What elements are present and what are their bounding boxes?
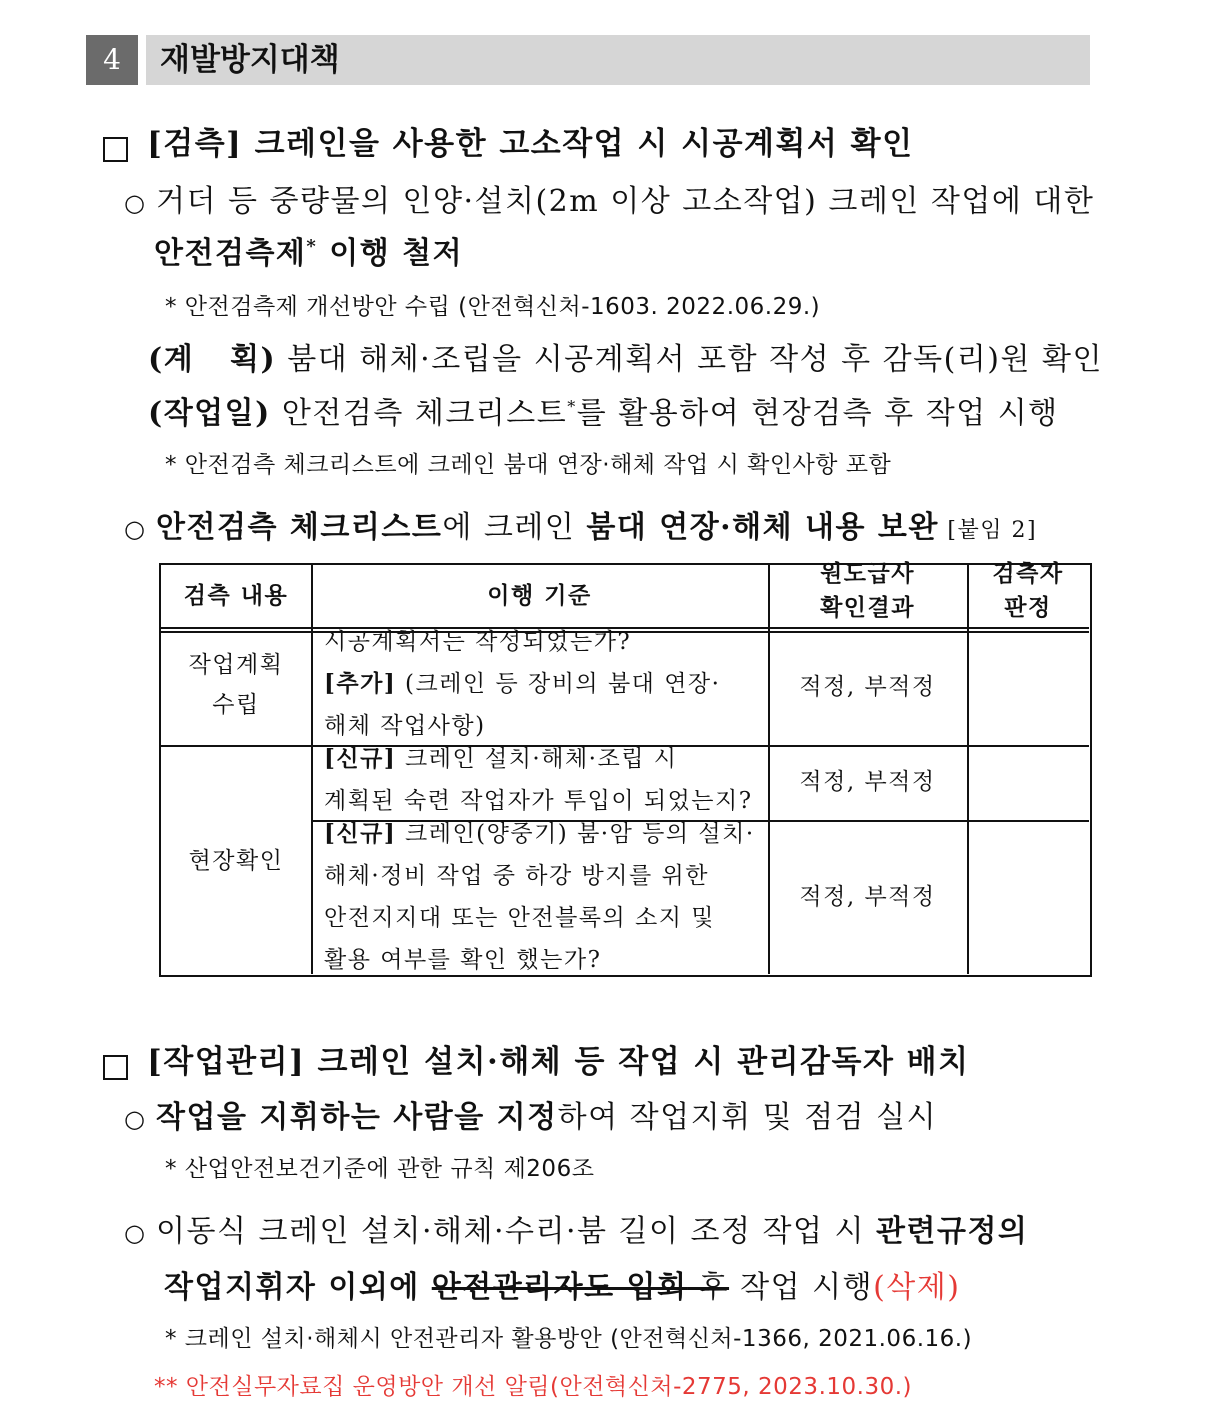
bullet-text: 이행 철저 (317, 236, 464, 271)
section-title: 재발방지대책 (160, 42, 340, 78)
category-line: 수립 (212, 692, 260, 718)
struck-text: 안전관리자도 입회 (431, 1270, 688, 1305)
inspection-table (159, 560, 1092, 977)
header-line: 확인결과 (820, 594, 915, 621)
struck-text: 후 (687, 1270, 730, 1305)
header-line: 검측자 (992, 560, 1064, 587)
work-day-label: (작업일) (148, 396, 271, 431)
criteria-tag: [신규] (324, 745, 397, 772)
table-header-content: 검측 내용 (183, 582, 289, 609)
header-line: 원도급사 (820, 560, 915, 587)
block2-bullet1 (124, 1092, 937, 1136)
deleted-mark: (삭제) (873, 1270, 961, 1305)
block1-bullet2 (124, 502, 1037, 546)
bullet-bold-text: 안전검측제 (154, 236, 307, 271)
bullet-bold-text: 관련규정의 (876, 1214, 1029, 1249)
checkbox-icon (103, 137, 128, 162)
bullet-text: 이동식 크레인 설치·해체·수리·붐 길이 조정 작업 시 (156, 1214, 877, 1249)
block1-note1: * 안전검측제 개선방안 수립 (안전혁신처-1603. 2022.06.29.) (165, 294, 821, 320)
criteria-line: 계획된 숙련 작업자가 투입이 되었는지? (324, 788, 753, 814)
block2-heading (103, 1036, 970, 1081)
work-day-line (148, 388, 1059, 432)
table-header-criteria: 이행 기준 (487, 582, 592, 609)
criteria-line: 크레인(양중기) 붐·암 등의 설치· (396, 821, 755, 847)
bullet-bold-text: 작업을 지휘하는 사람을 지정 (156, 1100, 558, 1135)
plan-text: 붐대 해체·조립을 시공계획서 포함 작성 후 감독(리)원 확인 (276, 342, 1103, 377)
footnote-mark: * (306, 236, 318, 257)
table-header-result (768, 557, 967, 625)
header-line: 판정 (1004, 594, 1052, 621)
table-row-criteria (324, 813, 764, 981)
block1-heading (103, 118, 914, 163)
block1-note2: * 안전검측 체크리스트에 크레인 붐대 연장·해체 작업 시 확인사항 포함 (165, 452, 892, 478)
block2-bullet2-line2 (164, 1262, 960, 1306)
circle-bullet-icon: ○ (124, 189, 145, 217)
block2-note1: * 산업안전보건기준에 관한 규칙 제206조 (165, 1156, 595, 1182)
circle-bullet-icon: ○ (124, 1105, 145, 1133)
section-number: 4 (86, 35, 138, 85)
attachment-ref: [붙임 2] (938, 518, 1038, 543)
bullet-bold-text: 붐대 연장·해체 내용 보완 (586, 510, 939, 545)
bullet-bold-text: 안전검측 체크리스트 (156, 510, 443, 545)
table-row-result: 적정, 부적정 (799, 674, 936, 700)
work-day-text-tail: 를 활용하여 현장검측 후 작업 시행 (576, 396, 1059, 431)
table-row-result: 적정, 부적정 (799, 884, 936, 910)
criteria-line: (크레인 등 장비의 붐대 연장· (396, 671, 721, 697)
criteria-line: 크레인 설치·해체·조립 시 (396, 746, 678, 772)
block2-note3: ** 안전실무자료집 운영방안 개선 알림(안전혁신처-2775, 2023.10.30.) (154, 1374, 913, 1400)
table-row-criteria (324, 738, 764, 822)
plan-label: (계 획) (148, 342, 277, 377)
circle-bullet-icon: ○ (124, 1219, 145, 1247)
block2-note2: * 크레인 설치·해체시 안전관리자 활용방안 (안전혁신처-1366, 2021.06.16.) (165, 1326, 973, 1352)
block1-heading-text: [검측] 크레인을 사용한 고소작업 시 시공계획서 확인 (147, 126, 914, 162)
plan-line (148, 334, 1103, 378)
block2-bullet2-line1 (124, 1206, 1028, 1250)
table-row-category: 현장확인 (188, 848, 284, 874)
criteria-line: 해체 작업사항) (324, 713, 486, 739)
circle-bullet-icon: ○ (124, 515, 145, 543)
checkbox-icon (103, 1055, 128, 1080)
criteria-line: 안전지지대 또는 안전블록의 소지 및 (324, 905, 716, 931)
table-row-category (161, 645, 311, 725)
criteria-line: 해체·정비 작업 중 하강 방지를 위한 (324, 863, 709, 889)
table-header-judge (967, 557, 1089, 625)
block2-heading-text: [작업관리] 크레인 설치·해체 등 작업 시 관리감독자 배치 (147, 1044, 970, 1080)
work-day-text: 안전검측 체크리스트 (270, 396, 568, 431)
bullet-bold-text: 작업지휘자 이외에 (164, 1270, 432, 1305)
criteria-tag: [추가] (324, 670, 397, 697)
category-line: 작업계획 (188, 652, 284, 678)
block1-bullet1-line1 (124, 176, 1094, 220)
bullet-text: 에 크레인 (442, 510, 587, 545)
bullet-text: 거더 등 중량물의 인양·설치(2m 이상 고소작업) 크레인 작업에 대한 (156, 184, 1095, 219)
table-row-result: 적정, 부적정 (799, 769, 936, 795)
criteria-tag: [신규] (324, 820, 397, 847)
criteria-line: 시공계획서는 작성되었는가? (324, 629, 632, 655)
bullet-text: 작업 시행 (729, 1270, 874, 1305)
bullet-text: 하여 작업지휘 및 점검 실시 (557, 1100, 938, 1135)
criteria-line: 활용 여부를 확인 했는가? (324, 947, 602, 973)
table-row-criteria (324, 621, 764, 747)
block1-bullet1-line2 (154, 228, 463, 272)
footnote-mark: * (567, 397, 577, 416)
